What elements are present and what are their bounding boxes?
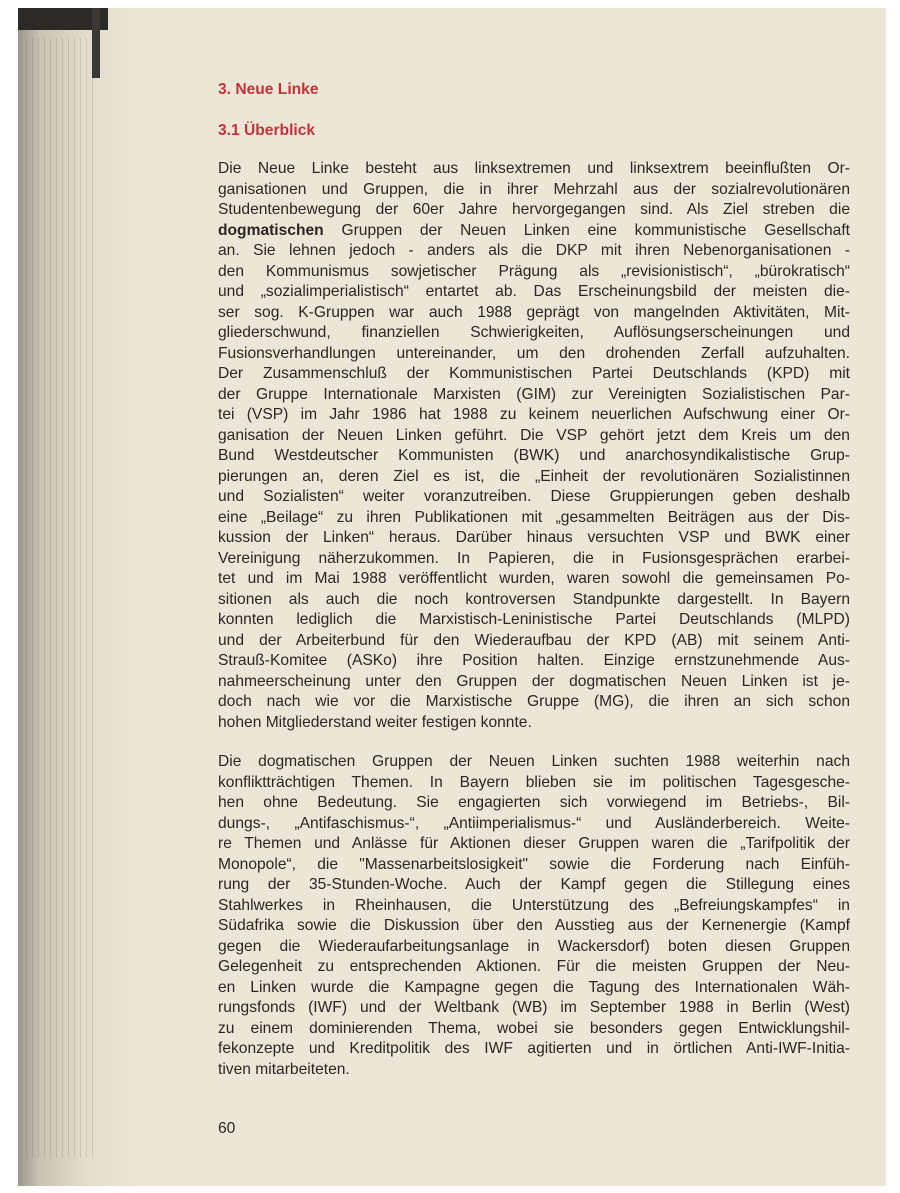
text-line: tiven mitarbeiteten. — [218, 1060, 350, 1078]
text-line: ganisationen und Gruppen, die in ihrer Mehrzahl aus der sozialrevolutionären — [218, 180, 850, 198]
paragraph-2 — [218, 752, 850, 1080]
text-line: Vereinigung näherzukommen. In Papieren, die in Fusionsgesprächen erarbei- — [218, 549, 850, 567]
text-line: dogmatischen Gruppen der Neuen Linken eine kommunistische Gesellschaft — [218, 221, 850, 239]
text-line: Die Neue Linke besteht aus linksextremen und linksextrem beeinflußten Or- — [218, 160, 850, 177]
text-line: ganisation der Neuen Linken geführt. Die VSP gehört jetzt dem Kreis um den — [218, 426, 850, 444]
section-heading: 3.1 Überblick — [218, 121, 316, 139]
text-line: ser sog. K-Gruppen war auch 1988 geprägt von mangelnden Aktivitäten, Mit- — [218, 303, 850, 321]
text-line: rung der 35-Stunden-Woche. Auch der Kampf gegen die Stillegung eines — [218, 876, 850, 893]
text-line: Studentenbewegung der 60er Jahre hervorgegangen sind. Als Ziel streben die — [218, 201, 850, 218]
book-spine-edge — [92, 8, 100, 78]
page-number: 60 — [218, 1120, 236, 1137]
text-line: kussion der Linken“ heraus. Darüber hinaus versuchten VSP und BWK einer — [218, 529, 850, 546]
text-line: sitionen als auch die noch kontroversen Standpunkte dargestellt. In Bayern — [218, 590, 850, 608]
page-text — [218, 80, 850, 1099]
text-line: an. Sie lehnen jedoch - anders als die DKP mit ihren Nebenorganisationen - — [218, 242, 850, 259]
text-line: hen ohne Bedeutung. Sie engagierten sich vorwiegend im Betriebs-, Bil- — [218, 794, 850, 811]
text-line: und „sozialimperialistisch“ entartet ab. Das Erscheinungsbild der meisten die- — [218, 283, 850, 300]
text-line: tet und im Mai 1988 veröffentlicht wurden, waren sowohl die gemeinsamen Po- — [218, 570, 850, 587]
text-line: nahmeerscheinung unter den Gruppen der dogmatischen Neuen Linken ist je- — [218, 672, 850, 690]
text-line: pierungen an, deren Ziel es ist, die „Einheit der revolutionären Sozialistinnen — [218, 467, 850, 485]
text-line: Bund Westdeutscher Kommunisten (BWK) und anarchosyndikalistische Grup- — [218, 447, 850, 464]
text-line: konfliktträchtigen Themen. In Bayern blieben sie im politischen Tagesgesche- — [218, 773, 850, 791]
text-line: en Linken wurde die Kampagne gegen die Tagung des Internationalen Wäh- — [218, 978, 850, 996]
text-line: konnten lediglich die Marxistisch-Leninistische Partei Deutschlands (MLPD) — [218, 611, 850, 628]
text-line: Monopole“, die "Massenarbeitslosigkeit" sowie die Forderung nach Einfüh- — [218, 855, 850, 873]
chapter-heading: 3. Neue Linke — [218, 81, 319, 98]
text-line: eine „Beilage“ zu ihren Publikationen mit „gesammelten Beiträgen aus der Dis- — [218, 508, 850, 526]
text-line: doch nach wie vor die Marxistische Gruppe (MG), die ihren an sich schon — [218, 693, 850, 710]
text-line: den Kommunismus sowjetischer Prägung als „revisionistisch“, „bürokratisch“ — [218, 262, 850, 280]
page-edge-stack — [26, 38, 96, 1158]
paragraph-1 — [218, 159, 850, 733]
text-line: gliederschwund, finanziellen Schwierigkeiten, Auflösungserscheinungen und — [218, 324, 850, 341]
text-line: gegen die Wiederaufarbeitungsanlage in Wackersdorf) boten diesen Gruppen — [218, 937, 850, 955]
text-line: Gelegenheit zu entsprechenden Aktionen. Für die meisten Gruppen der Neu- — [218, 958, 850, 975]
text-line: Strauß-Komitee (ASKo) ihre Position halten. Einzige ernstzunehmende Aus- — [218, 652, 850, 669]
text-line: Stahlwerkes in Rheinhausen, die Unterstützung des „Befreiungskampfes“ in — [218, 896, 850, 914]
text-line: hohen Mitgliederstand weiter festigen konnte. — [218, 713, 532, 731]
text-line: Südafrika sowie die Diskussion über den Ausstieg aus der Kernenergie (Kampf — [218, 917, 850, 934]
text-line: tei (VSP) im Jahr 1986 hat 1988 zu keinem neuerlichen Aufschwung einer Or- — [218, 406, 850, 423]
text-line: und Sozialisten“ weiter voranzutreiben. Diese Gruppierungen geben deshalb — [218, 488, 850, 505]
text-line: fekonzepte und Kreditpolitik des IWF agitierten und in örtlichen Anti-IWF-Initia- — [218, 1040, 850, 1057]
text-line: rungsfonds (IWF) und der Weltbank (WB) im September 1988 in Berlin (West) — [218, 999, 850, 1016]
text-line: Fusionsverhandlungen untereinander, um den drohenden Zerfall aufzuhalten. — [218, 344, 850, 362]
text-line: der Gruppe Internationale Marxisten (GIM) zur Vereinigten Sozialistischen Par- — [218, 385, 850, 403]
text-line: re Themen und Anlässe für Aktionen dieser Gruppen waren die „Tarifpolitik der — [218, 835, 850, 852]
text-line: zu einem dominierenden Thema, wobei sie besonders gegen Entwicklungshil- — [218, 1019, 850, 1037]
text-line: Der Zusammenschluß der Kommunistischen Partei Deutschlands (KPD) mit — [218, 365, 850, 382]
text-line: Die dogmatischen Gruppen der Neuen Linken suchten 1988 weiterhin nach — [218, 753, 850, 770]
text-line: und der Arbeiterbund für den Wiederaufbau der KPD (AB) mit seinem Anti- — [218, 631, 850, 649]
emphasis-dogmatischen: dogmatischen — [218, 221, 324, 239]
text-line: dungs-, „Antifaschismus-“, „Antiimperialismus-“ und Ausländerbereich. Weite- — [218, 814, 850, 832]
